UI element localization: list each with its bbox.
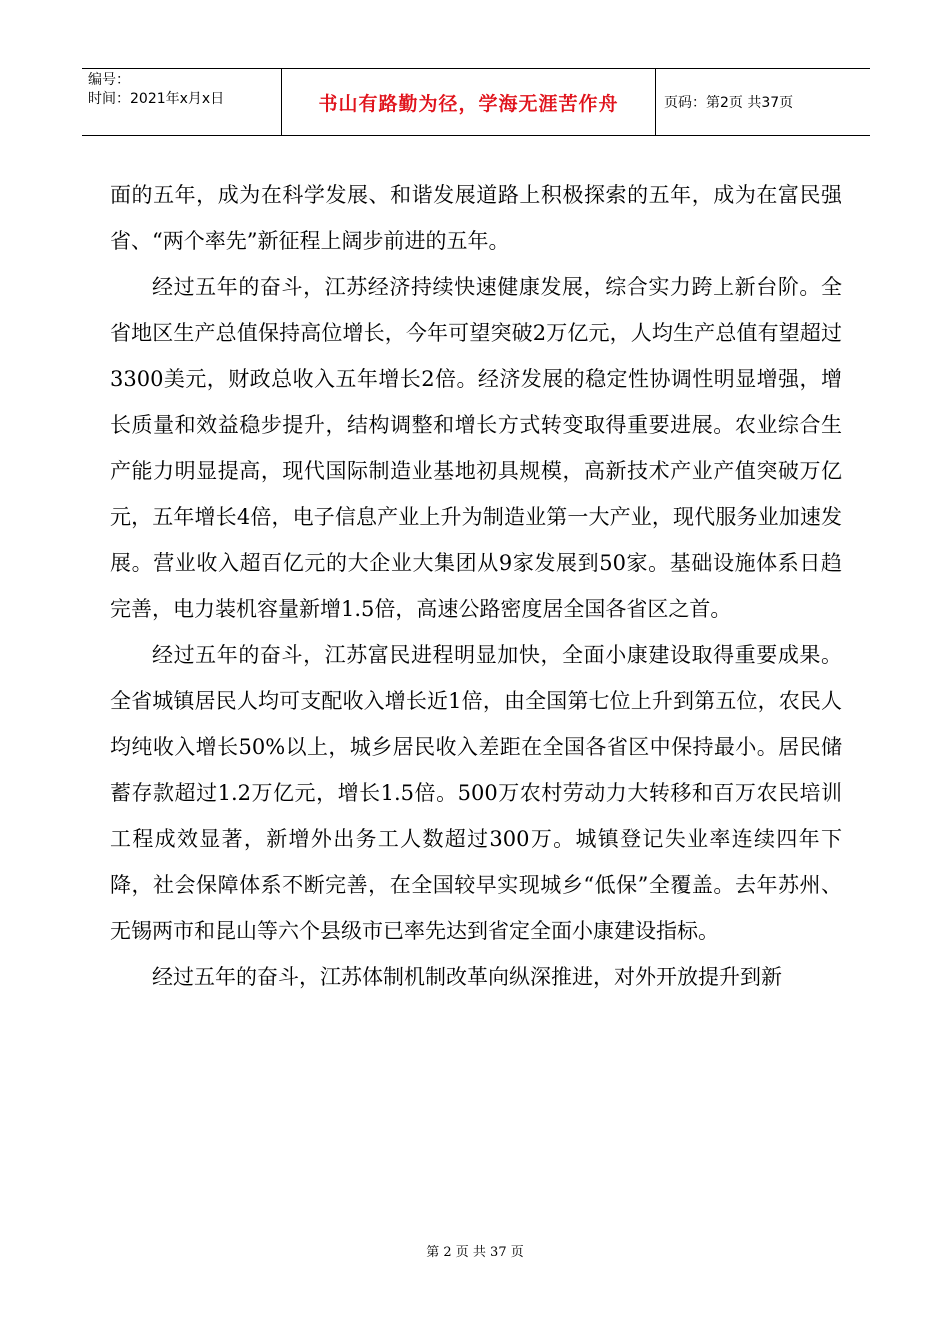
serial-number-label: 编号： <box>88 72 130 88</box>
header-page-info: 页码：第2页 共37页 <box>664 95 794 111</box>
date-line: 时间：2021年x月x日 <box>88 91 225 107</box>
page-header <box>82 68 870 136</box>
header-motto: 书山有路勤为径，学海无涯苦作舟 <box>282 69 656 135</box>
header-meta-cell <box>82 69 282 135</box>
paragraph-economy: 经过五年的奋斗，江苏经济持续快速健康发展，综合实力跨上新台阶。全省地区生产总值保持高位增长，今年可望突破2万亿元，人均生产总值有望超过3300美元，财政总收入五年增长2倍。经济发展的稳定性协调性明显增强，增长质量和效益稳步提升，结构调整和增长方式转变取得重要进展。农业综合生产能力明显提高，现代国际制造业基地初具规模，高新技术产业产值突破万亿元，五年增长4倍，电子信息产业上升为制造业第一大产业，现代服务业加速发展。营业收入超百亿元的大企业大集团从9家发展到50家。基础设施体系日趋完善，电力装机容量新增1.5倍，高速公路密度居全国各省区之首。 <box>110 275 842 621</box>
document-body <box>110 172 842 1000</box>
paragraph-continuation: 面的五年，成为在科学发展、和谐发展道路上积极探索的五年，成为在富民强省、“两个率先”新征程上阔步前进的五年。 <box>110 183 842 253</box>
paragraph-prosperity: 经过五年的奋斗，江苏富民进程明显加快，全面小康建设取得重要成果。全省城镇居民人均可支配收入增长近1倍，由全国第七位上升到第五位，农民人均纯收入增长50%以上，城乡居民收入差距在全国各省区中保持最小。居民储蓄存款超过1.2万亿元，增长1.5倍。500万农村劳动力大转移和百万农民培训工程成效显著，新增外出务工人数超过300万。城镇登记失业率连续四年下降，社会保障体系不断完善，在全国较早实现城乡“低保”全覆盖。去年苏州、无锡两市和昆山等六个县级市已率先达到省定全面小康建设指标。 <box>110 643 842 943</box>
paragraph-reform: 经过五年的奋斗，江苏体制机制改革向纵深推进，对外开放提升到新 <box>152 965 782 989</box>
page-footer: 第 2 页 共 37 页 <box>426 1245 524 1260</box>
